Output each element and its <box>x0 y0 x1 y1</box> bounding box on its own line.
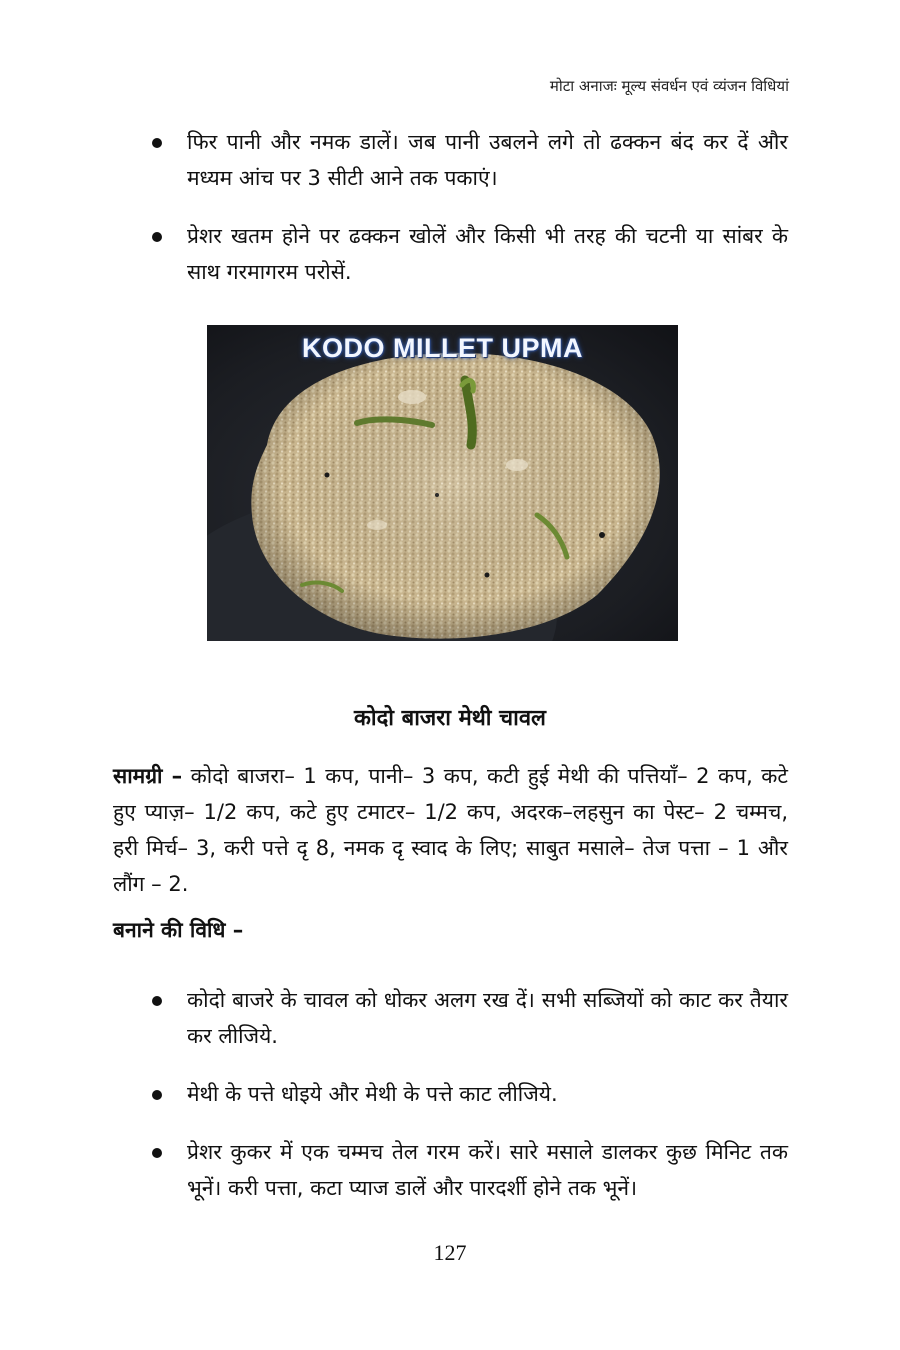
step-text: प्रेशर खतम होने पर ढक्कन खोलें और किसी भी तरह की चटनी या सांबर के साथ गरमागरम परोसें. <box>187 224 788 284</box>
list-item <box>0 124 900 196</box>
upma-plate-illustration <box>207 325 678 641</box>
ingredients-text: कोदो बाजरा– 1 कप, पानी– 3 कप, कटी हुई मेथी की पत्तियाँ– 2 कप, कटे हुए प्याज़– 1/2 कप, कटे हुए टमाटर– 1/2 कप, अदरक–लहसुन का पेस्ट– 2 चम्मच, हरी मिर्च– 3, करी पत्ते दृ 8, नमक दृ स्वाद के लिए; साबुत मसाले– तेज पत्ता – 1 और लौंग – 2. <box>113 764 788 896</box>
top-steps-list <box>0 124 900 290</box>
step-text: कोदो बाजरे के चावल को धोकर अलग रख दें। सभी सब्जियों को काट कर तैयार कर लीजिये. <box>187 988 788 1048</box>
recipe-photo <box>207 325 678 641</box>
bullet-icon <box>152 138 162 148</box>
page-number: 127 <box>433 1240 467 1265</box>
bullet-icon <box>152 1148 162 1158</box>
bullet-icon <box>152 996 162 1006</box>
list-item <box>0 218 900 290</box>
list-item <box>0 1076 900 1112</box>
bullet-icon <box>152 1090 162 1100</box>
list-item <box>0 982 900 1054</box>
step-text: मेथी के पत्ते धोइये और मेथी के पत्ते काट लीजिये. <box>187 1082 558 1106</box>
bullet-icon <box>152 232 162 242</box>
method-heading: बनाने की विधि – <box>113 918 244 942</box>
ingredients-paragraph <box>113 758 788 902</box>
step-text: फिर पानी और नमक डालें। जब पानी उबलने लगे तो ढक्कन बंद कर दें और मध्यम आंच पर 3 सीटी आने तक पकाएं। <box>187 130 788 190</box>
running-header: मोटा अनाजः मूल्य संवर्धन एवं व्यंजन विधियां <box>549 77 789 95</box>
ingredients-label: सामग्री – <box>113 764 183 788</box>
photo-caption: KODO MILLET UPMA <box>302 333 583 363</box>
method-steps-list <box>0 982 900 1206</box>
list-item <box>0 1134 900 1206</box>
recipe-title: कोदो बाजरा मेथी चावल <box>354 706 546 731</box>
step-text: प्रेशर कुकर में एक चम्मच तेल गरम करें। सारे मसाले डालकर कुछ मिनिट तक भूनें। करी पत्ता, कटा प्याज डालें और पारदर्शी होने तक भूनें। <box>187 1140 788 1200</box>
